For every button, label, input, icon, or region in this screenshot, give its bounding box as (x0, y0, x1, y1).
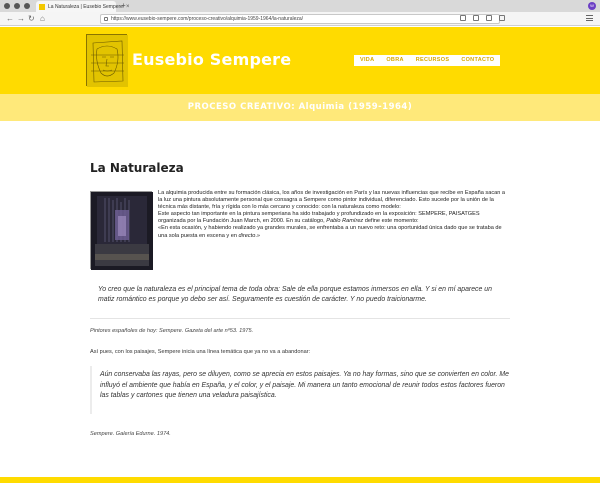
close-tab-icon[interactable]: × (125, 3, 130, 10)
intro-2-end: define este momento: (363, 218, 419, 225)
hamburger-menu-icon[interactable] (586, 15, 593, 21)
pocket-icon[interactable] (473, 15, 479, 21)
tab-title: La Naturaleza | Eusebio Sempere (48, 3, 123, 10)
intro-paragraph-2 (158, 211, 508, 225)
site-header (0, 27, 600, 94)
browser-tab[interactable] (36, 1, 130, 12)
browser-toolbar (0, 12, 600, 26)
nav-item-obra[interactable]: OBRA (386, 57, 404, 63)
forward-arrow-icon[interactable]: → (17, 14, 25, 23)
author-name: Pablo Ramírez (326, 218, 364, 225)
blockquote: Aún conservaba las rayas, pero se diluyen, como se aprecia en estos paisajes. Ya no hay formas, sino que se convierten en color. Me influyó el ambiente que había en España, y el color, y el paisaje. Mi manera un tanto emocional de reunir todos estos factores fueron las tablas y cartones que tienen una veladura paisajística. (90, 366, 510, 414)
minimize-window-button[interactable] (14, 3, 20, 9)
artwork-image[interactable] (90, 191, 152, 269)
footer-band (0, 477, 600, 483)
lock-icon (104, 17, 108, 21)
bookmark-icon[interactable] (486, 15, 492, 21)
divider (90, 318, 510, 319)
address-bar[interactable] (100, 14, 500, 24)
favicon-icon (39, 4, 45, 10)
body-paragraph: Así pues, con los paisajes, Sempere inicia una línea temática que ya no va a abandonar: (90, 349, 311, 355)
toolbar-icons (460, 15, 505, 21)
page-title: La Naturaleza (90, 161, 184, 175)
home-icon[interactable]: ⌂ (40, 14, 45, 23)
pull-quote: Yo creo que la naturaleza es el principal tema de toda obra: Sale de ella porque estamos inmersos en ella. Y si en mí aparece un matiz romántico es porque yo debo ser así. Seguramente es cuestión de carácter. Y no puedo traicionarme. (98, 286, 492, 303)
intro-3-end: .» (255, 232, 261, 239)
main-navigation (354, 55, 500, 66)
close-window-button[interactable] (4, 3, 10, 9)
window-controls (4, 3, 30, 9)
reload-icon[interactable]: ↻ (28, 14, 35, 23)
extension-icon[interactable]: W (588, 2, 596, 10)
browser-titlebar (0, 0, 600, 12)
nav-item-recursos[interactable]: RECURSOS (415, 57, 450, 63)
emphasis-directo: directo (238, 232, 256, 239)
library-icon[interactable] (499, 15, 505, 21)
new-tab-button[interactable]: + (121, 1, 126, 10)
back-arrow-icon[interactable]: ← (6, 14, 14, 23)
section-banner (0, 94, 600, 121)
intro-3-text: «En esta ocasión, y habiendo realizado ya grandes murales, se enfrentaba a un nuevo reto: una oportunidad única dado que se trataba de una sola puesta en escena y en (158, 225, 502, 239)
intro-2-text: Este aspecto tan importante en la pintura semperiana ha sido trabajado y profundizado en la exposición: SEMPERE, PAISATGES organizada por la Fundación Juan March, en 2000. En su catálogo, (158, 211, 480, 225)
site-logo[interactable] (86, 34, 127, 86)
nav-item-vida[interactable]: VIDA (360, 57, 375, 63)
intro-paragraph-1: La alquimia producida entre su formación clásica, los años de investigación en París y las nuevas influencias que recibe en España sacan a la luz una pintura absolutamente personal que consagra a Sempere como pintor individual, diferenciado. Esto sucede por la unión de la técnica más distante, fría y rígida con lo más cercano y conocido: con la naturaleza como modelo: (158, 190, 506, 211)
site-title[interactable]: Eusebio Sempere (132, 50, 292, 69)
nav-item-contacto[interactable]: CONTACTO (461, 57, 495, 63)
maximize-window-button[interactable] (24, 3, 30, 9)
intro-text (158, 190, 508, 240)
reader-view-icon[interactable] (460, 15, 466, 21)
intro-paragraph-3 (158, 225, 508, 239)
section-heading: PROCESO CREATIVO: Alquimia (1959-1964) (187, 102, 413, 112)
url-text: https://www.eusebio-sempere.com/proceso-creativo/alquimia-1959-1964/la-naturaleza/ (111, 16, 304, 22)
blockquote-citation: Sempere. Galería Edurne. 1974. (90, 431, 171, 437)
quote-citation: Pintores españoles de hoy: Sempere. Gazeta del arte nº53. 1975. (90, 328, 254, 334)
